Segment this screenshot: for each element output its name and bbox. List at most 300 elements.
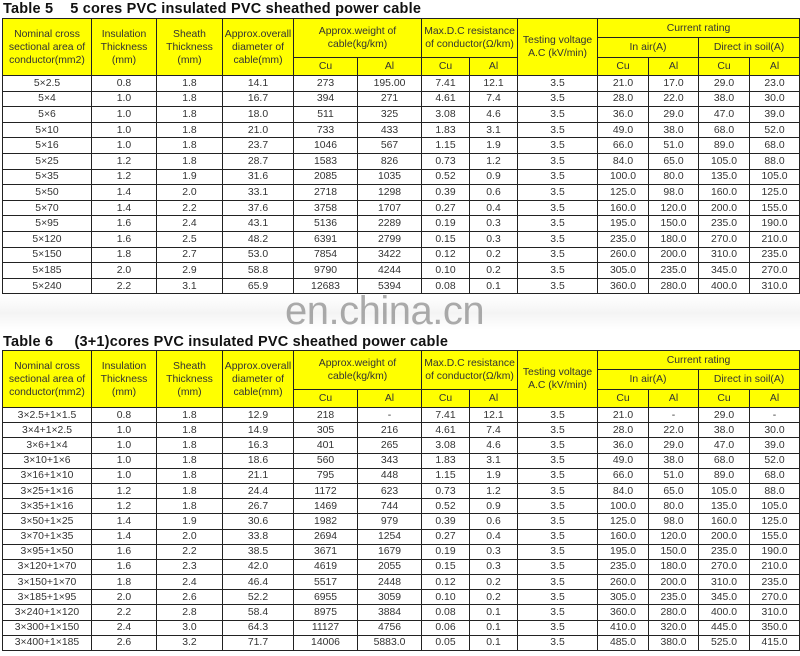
cell-soil-al: 88.0 — [750, 483, 800, 498]
cell-resistance-al: 1.9 — [470, 468, 518, 483]
cell-soil-cu: 235.0 — [699, 544, 750, 559]
header-in-soil: Direct in soil(A) — [699, 38, 800, 58]
cell-testing-voltage: 3.5 — [518, 278, 598, 294]
cell-nominal: 3×150+1×70 — [3, 575, 92, 590]
cell-insulation: 1.0 — [92, 122, 157, 138]
table-row — [3, 231, 800, 247]
table-row — [3, 559, 800, 574]
header-soil-al: Al — [750, 390, 800, 408]
header-soil-cu: Cu — [699, 58, 750, 76]
cell-resistance-cu: 0.05 — [422, 635, 470, 650]
header-weight: Approx.weight of cable(kg/km) — [294, 19, 422, 58]
cell-resistance-cu: 3.08 — [422, 438, 470, 453]
cell-air-al: 38.0 — [649, 122, 699, 138]
cell-soil-al: 68.0 — [750, 138, 800, 154]
cell-sheath: 2.2 — [157, 544, 223, 559]
cell-insulation: 1.8 — [92, 575, 157, 590]
cell-air-cu: 125.0 — [598, 514, 649, 529]
cell-resistance-cu: 0.15 — [422, 559, 470, 574]
cell-resistance-al: 0.3 — [470, 216, 518, 232]
cell-nominal: 3×240+1×120 — [3, 605, 92, 620]
cell-nominal: 5×16 — [3, 138, 92, 154]
watermark: en.china.cn — [285, 289, 485, 333]
cell-air-al: 17.0 — [649, 76, 699, 92]
header-sheath: Sheath Thickness (mm) — [157, 351, 223, 408]
cell-diameter: 16.3 — [223, 438, 294, 453]
cell-air-al: 65.0 — [649, 483, 699, 498]
cell-weight-cu: 1469 — [294, 499, 358, 514]
header-nominal: Nominal cross sectional area of conductor(mm2) — [3, 351, 92, 408]
cell-sheath: 1.8 — [157, 423, 223, 438]
cell-weight-cu: 795 — [294, 468, 358, 483]
cell-diameter: 46.4 — [223, 575, 294, 590]
cell-soil-al: 155.0 — [750, 200, 800, 216]
cell-insulation: 1.2 — [92, 499, 157, 514]
cell-resistance-al: 0.4 — [470, 200, 518, 216]
cell-weight-cu: 2718 — [294, 185, 358, 201]
table-row — [3, 76, 800, 92]
cell-weight-al: 271 — [358, 91, 422, 107]
cell-resistance-al: 0.1 — [470, 620, 518, 635]
cell-weight-al: 2799 — [358, 231, 422, 247]
cell-soil-cu: 400.0 — [699, 605, 750, 620]
cell-weight-cu: 9790 — [294, 263, 358, 279]
cell-air-cu: 195.0 — [598, 216, 649, 232]
cell-soil-al: 39.0 — [750, 438, 800, 453]
cell-insulation: 1.6 — [92, 559, 157, 574]
header-current-rating: Current rating — [598, 351, 800, 370]
cell-nominal: 3×25+1×16 — [3, 483, 92, 498]
cell-insulation: 0.8 — [92, 408, 157, 423]
cell-air-cu: 21.0 — [598, 408, 649, 423]
cell-air-al: 235.0 — [649, 263, 699, 279]
cell-insulation: 1.4 — [92, 185, 157, 201]
cell-air-al: 51.0 — [649, 468, 699, 483]
cell-testing-voltage: 3.5 — [518, 216, 598, 232]
cell-diameter: 52.2 — [223, 590, 294, 605]
cell-insulation: 2.0 — [92, 590, 157, 605]
cell-diameter: 33.8 — [223, 529, 294, 544]
cell-diameter: 38.5 — [223, 544, 294, 559]
cell-air-cu: 160.0 — [598, 200, 649, 216]
cell-air-cu: 305.0 — [598, 263, 649, 279]
table-row — [3, 499, 800, 514]
table-row — [3, 263, 800, 279]
cell-weight-al: 1298 — [358, 185, 422, 201]
cell-soil-cu: 105.0 — [699, 153, 750, 169]
cell-soil-cu: 47.0 — [699, 107, 750, 123]
cell-sheath: 1.9 — [157, 169, 223, 185]
header-testing-voltage: Testing voltage A.C (kV/min) — [518, 351, 598, 408]
cell-resistance-al: 1.2 — [470, 483, 518, 498]
cell-air-al: 51.0 — [649, 138, 699, 154]
cell-sheath: 1.8 — [157, 122, 223, 138]
cell-weight-al: 5883.0 — [358, 635, 422, 650]
cell-weight-cu: 1046 — [294, 138, 358, 154]
cell-soil-cu: 160.0 — [699, 514, 750, 529]
cell-weight-al: 5394 — [358, 278, 422, 294]
cell-weight-al: 433 — [358, 122, 422, 138]
header-air-al: Al — [649, 58, 699, 76]
cell-soil-cu: 235.0 — [699, 216, 750, 232]
cell-air-cu: 260.0 — [598, 575, 649, 590]
cell-resistance-al: 0.3 — [470, 231, 518, 247]
cell-resistance-cu: 0.12 — [422, 575, 470, 590]
cell-insulation: 1.0 — [92, 453, 157, 468]
cell-nominal: 3×2.5+1×1.5 — [3, 408, 92, 423]
cell-soil-cu: 270.0 — [699, 231, 750, 247]
cell-weight-cu: 2085 — [294, 169, 358, 185]
table-row — [3, 590, 800, 605]
cell-sheath: 2.7 — [157, 247, 223, 263]
cell-insulation: 1.0 — [92, 423, 157, 438]
table6-title — [3, 334, 448, 350]
cell-nominal: 5×25 — [3, 153, 92, 169]
cell-testing-voltage: 3.5 — [518, 620, 598, 635]
table-row — [3, 468, 800, 483]
cell-weight-al: 1035 — [358, 169, 422, 185]
cell-weight-cu: 4619 — [294, 559, 358, 574]
header-resistance: Max.D.C resistance of conductor(Ω/km) — [422, 351, 518, 390]
cell-soil-al: 30.0 — [750, 423, 800, 438]
cell-soil-al: 270.0 — [750, 263, 800, 279]
cell-weight-al: 3884 — [358, 605, 422, 620]
cell-sheath: 2.5 — [157, 231, 223, 247]
cell-soil-cu: 89.0 — [699, 468, 750, 483]
cell-insulation: 1.2 — [92, 169, 157, 185]
cell-soil-cu: 29.0 — [699, 408, 750, 423]
cell-sheath: 2.4 — [157, 575, 223, 590]
header-sheath: Sheath Thickness (mm) — [157, 19, 223, 76]
cell-insulation: 0.8 — [92, 76, 157, 92]
cell-insulation: 1.6 — [92, 544, 157, 559]
cell-resistance-al: 7.4 — [470, 91, 518, 107]
cell-testing-voltage: 3.5 — [518, 544, 598, 559]
table-row — [3, 620, 800, 635]
cell-nominal: 3×35+1×16 — [3, 499, 92, 514]
cell-insulation: 2.6 — [92, 635, 157, 650]
cell-resistance-cu: 0.52 — [422, 499, 470, 514]
cell-soil-al: 155.0 — [750, 529, 800, 544]
cell-air-al: 380.0 — [649, 635, 699, 650]
header-insulation: Insulation Thickness (mm) — [92, 351, 157, 408]
cell-resistance-cu: 0.27 — [422, 529, 470, 544]
header-air-cu: Cu — [598, 58, 649, 76]
table-row — [3, 514, 800, 529]
cell-nominal: 3×185+1×95 — [3, 590, 92, 605]
cell-sheath: 2.0 — [157, 185, 223, 201]
table-row — [3, 635, 800, 650]
header-testing-voltage: Testing voltage A.C (kV/min) — [518, 19, 598, 76]
cell-weight-cu: 560 — [294, 453, 358, 468]
cell-diameter: 53.0 — [223, 247, 294, 263]
cell-sheath: 2.8 — [157, 605, 223, 620]
cell-soil-al: 39.0 — [750, 107, 800, 123]
cell-air-cu: 410.0 — [598, 620, 649, 635]
cell-air-cu: 36.0 — [598, 107, 649, 123]
cell-air-al: 180.0 — [649, 559, 699, 574]
cell-weight-al: 2055 — [358, 559, 422, 574]
cell-insulation: 1.0 — [92, 107, 157, 123]
cell-air-cu: 28.0 — [598, 91, 649, 107]
cell-weight-cu: 14006 — [294, 635, 358, 650]
cell-weight-cu: 6391 — [294, 231, 358, 247]
cell-nominal: 5×120 — [3, 231, 92, 247]
cell-weight-al: 343 — [358, 453, 422, 468]
cell-diameter: 42.0 — [223, 559, 294, 574]
cell-testing-voltage: 3.5 — [518, 529, 598, 544]
cell-diameter: 71.7 — [223, 635, 294, 650]
cell-soil-al: 30.0 — [750, 91, 800, 107]
cell-insulation: 2.2 — [92, 278, 157, 294]
cell-resistance-cu: 3.08 — [422, 107, 470, 123]
cell-soil-al: 125.0 — [750, 514, 800, 529]
cell-testing-voltage: 3.5 — [518, 635, 598, 650]
cell-air-al: 200.0 — [649, 247, 699, 263]
cell-diameter: 26.7 — [223, 499, 294, 514]
cell-resistance-cu: 0.19 — [422, 544, 470, 559]
table6-label: Table 6 — [3, 334, 54, 350]
table-row — [3, 247, 800, 263]
cell-air-al: 180.0 — [649, 231, 699, 247]
cell-diameter: 58.8 — [223, 263, 294, 279]
cell-weight-al: 2289 — [358, 216, 422, 232]
table5-header — [3, 19, 800, 76]
cell-soil-cu: 310.0 — [699, 575, 750, 590]
header-air-al: Al — [649, 390, 699, 408]
header-soil-cu: Cu — [699, 390, 750, 408]
cell-soil-cu: 310.0 — [699, 247, 750, 263]
cell-air-al: 98.0 — [649, 514, 699, 529]
cell-nominal: 5×10 — [3, 122, 92, 138]
cell-air-al: 22.0 — [649, 91, 699, 107]
cell-diameter: 21.1 — [223, 468, 294, 483]
cell-air-al: 150.0 — [649, 216, 699, 232]
cell-soil-cu: 105.0 — [699, 483, 750, 498]
cell-resistance-al: 4.6 — [470, 107, 518, 123]
cell-air-al: - — [649, 408, 699, 423]
cell-soil-cu: 47.0 — [699, 438, 750, 453]
cell-weight-al: 2448 — [358, 575, 422, 590]
cell-nominal: 5×240 — [3, 278, 92, 294]
cell-soil-al: 105.0 — [750, 499, 800, 514]
cell-soil-al: 210.0 — [750, 559, 800, 574]
cell-soil-cu: 68.0 — [699, 122, 750, 138]
cell-sheath: 2.0 — [157, 529, 223, 544]
cell-resistance-cu: 0.19 — [422, 216, 470, 232]
cell-testing-voltage: 3.5 — [518, 514, 598, 529]
header-nominal: Nominal cross sectional area of conductor(mm2) — [3, 19, 92, 76]
cell-sheath: 1.8 — [157, 91, 223, 107]
cell-weight-cu: 273 — [294, 76, 358, 92]
cell-sheath: 2.3 — [157, 559, 223, 574]
cell-diameter: 30.6 — [223, 514, 294, 529]
cell-resistance-cu: 1.83 — [422, 122, 470, 138]
cell-weight-cu: 6955 — [294, 590, 358, 605]
table5 — [2, 18, 800, 294]
cell-air-cu: 125.0 — [598, 185, 649, 201]
cell-insulation: 1.0 — [92, 468, 157, 483]
cell-resistance-al: 0.9 — [470, 499, 518, 514]
cell-weight-al: 567 — [358, 138, 422, 154]
cell-soil-al: 350.0 — [750, 620, 800, 635]
cell-resistance-al: 0.2 — [470, 263, 518, 279]
table5-label: Table 5 — [3, 1, 54, 17]
header-resistance: Max.D.C resistance of conductor(Ω/km) — [422, 19, 518, 58]
cell-sheath: 1.8 — [157, 138, 223, 154]
cell-insulation: 1.2 — [92, 153, 157, 169]
cell-nominal: 5×70 — [3, 200, 92, 216]
cell-soil-cu: 38.0 — [699, 423, 750, 438]
cell-soil-cu: 445.0 — [699, 620, 750, 635]
cell-resistance-al: 0.6 — [470, 185, 518, 201]
cell-soil-cu: 200.0 — [699, 200, 750, 216]
cell-diameter: 24.4 — [223, 483, 294, 498]
cell-sheath: 2.6 — [157, 590, 223, 605]
cell-sheath: 3.0 — [157, 620, 223, 635]
header-resistance-cu: Cu — [422, 58, 470, 76]
cell-sheath: 3.1 — [157, 278, 223, 294]
cell-air-al: 98.0 — [649, 185, 699, 201]
cell-air-al: 120.0 — [649, 200, 699, 216]
header-in-soil: Direct in soil(A) — [699, 370, 800, 390]
cell-resistance-al: 0.2 — [470, 575, 518, 590]
cell-resistance-cu: 0.15 — [422, 231, 470, 247]
cell-air-al: 38.0 — [649, 453, 699, 468]
header-diameter: Approx.overall diameter of cable(mm) — [223, 351, 294, 408]
cell-air-cu: 485.0 — [598, 635, 649, 650]
cell-diameter: 16.7 — [223, 91, 294, 107]
cell-weight-al: 325 — [358, 107, 422, 123]
header-in-air: In air(A) — [598, 370, 699, 390]
table6 — [2, 350, 800, 651]
table-row — [3, 200, 800, 216]
table5-caption: 5 cores PVC insulated PVC sheathed power cable — [70, 1, 422, 17]
cell-soil-al: 210.0 — [750, 231, 800, 247]
cell-diameter: 48.2 — [223, 231, 294, 247]
table-row — [3, 138, 800, 154]
cell-diameter: 58.4 — [223, 605, 294, 620]
cell-soil-cu: 345.0 — [699, 590, 750, 605]
cell-resistance-al: 0.2 — [470, 247, 518, 263]
cell-testing-voltage: 3.5 — [518, 138, 598, 154]
cell-air-cu: 195.0 — [598, 544, 649, 559]
cell-diameter: 64.3 — [223, 620, 294, 635]
table6-header — [3, 351, 800, 408]
cell-soil-al: 68.0 — [750, 468, 800, 483]
cell-resistance-cu: 0.52 — [422, 169, 470, 185]
cell-weight-al: 623 — [358, 483, 422, 498]
cell-testing-voltage: 3.5 — [518, 575, 598, 590]
cell-air-cu: 360.0 — [598, 605, 649, 620]
cell-sheath: 1.8 — [157, 107, 223, 123]
header-weight-cu: Cu — [294, 58, 358, 76]
cell-diameter: 18.6 — [223, 453, 294, 468]
header-soil-al: Al — [750, 58, 800, 76]
cell-weight-al: 195.00 — [358, 76, 422, 92]
cell-soil-cu: 38.0 — [699, 91, 750, 107]
cell-insulation: 1.0 — [92, 438, 157, 453]
cell-air-al: 280.0 — [649, 278, 699, 294]
cell-weight-al: 448 — [358, 468, 422, 483]
cell-insulation: 1.2 — [92, 483, 157, 498]
cell-soil-al: 415.0 — [750, 635, 800, 650]
cell-testing-voltage: 3.5 — [518, 169, 598, 185]
table-row — [3, 216, 800, 232]
table-row — [3, 153, 800, 169]
cell-resistance-cu: 7.41 — [422, 76, 470, 92]
cell-nominal: 5×50 — [3, 185, 92, 201]
cell-insulation: 1.8 — [92, 247, 157, 263]
cell-resistance-al: 0.3 — [470, 544, 518, 559]
cell-air-al: 120.0 — [649, 529, 699, 544]
cell-resistance-al: 0.3 — [470, 559, 518, 574]
header-in-air: In air(A) — [598, 38, 699, 58]
table-row — [3, 423, 800, 438]
cell-air-cu: 21.0 — [598, 76, 649, 92]
cell-diameter: 33.1 — [223, 185, 294, 201]
cell-testing-voltage: 3.5 — [518, 605, 598, 620]
cell-weight-cu: 1172 — [294, 483, 358, 498]
table-row — [3, 483, 800, 498]
cell-insulation: 1.4 — [92, 200, 157, 216]
cell-resistance-al: 3.1 — [470, 122, 518, 138]
cell-diameter: 31.6 — [223, 169, 294, 185]
cell-air-al: 29.0 — [649, 107, 699, 123]
cell-nominal: 3×400+1×185 — [3, 635, 92, 650]
cell-resistance-cu: 4.61 — [422, 91, 470, 107]
header-resistance-al: Al — [470, 58, 518, 76]
cell-resistance-cu: 0.39 — [422, 514, 470, 529]
cell-soil-cu: 29.0 — [699, 76, 750, 92]
cell-nominal: 3×70+1×35 — [3, 529, 92, 544]
cell-air-cu: 260.0 — [598, 247, 649, 263]
cell-weight-al: 4244 — [358, 263, 422, 279]
cell-weight-cu: 733 — [294, 122, 358, 138]
table-row — [3, 107, 800, 123]
cell-weight-cu: 1583 — [294, 153, 358, 169]
cell-air-cu: 66.0 — [598, 468, 649, 483]
cell-resistance-al: 0.4 — [470, 529, 518, 544]
cell-air-cu: 100.0 — [598, 169, 649, 185]
cell-insulation: 1.6 — [92, 231, 157, 247]
header-insulation: Insulation Thickness (mm) — [92, 19, 157, 76]
cell-resistance-cu: 1.15 — [422, 138, 470, 154]
cell-testing-voltage: 3.5 — [518, 423, 598, 438]
cell-resistance-al: 12.1 — [470, 76, 518, 92]
table-row — [3, 453, 800, 468]
cell-soil-al: 52.0 — [750, 122, 800, 138]
cell-diameter: 23.7 — [223, 138, 294, 154]
cell-insulation: 1.0 — [92, 91, 157, 107]
cell-weight-al: - — [358, 408, 422, 423]
cell-nominal: 5×2.5 — [3, 76, 92, 92]
cell-testing-voltage: 3.5 — [518, 91, 598, 107]
cell-resistance-al: 0.9 — [470, 169, 518, 185]
table6-body — [3, 408, 800, 651]
cell-soil-cu: 160.0 — [699, 185, 750, 201]
cell-testing-voltage: 3.5 — [518, 76, 598, 92]
cell-weight-al: 979 — [358, 514, 422, 529]
cell-testing-voltage: 3.5 — [518, 200, 598, 216]
cell-sheath: 1.8 — [157, 453, 223, 468]
cell-nominal: 3×95+1×50 — [3, 544, 92, 559]
table-row — [3, 91, 800, 107]
cell-testing-voltage: 3.5 — [518, 590, 598, 605]
table-row — [3, 408, 800, 423]
cell-diameter: 14.1 — [223, 76, 294, 92]
header-diameter: Approx.overall diameter of cable(mm) — [223, 19, 294, 76]
